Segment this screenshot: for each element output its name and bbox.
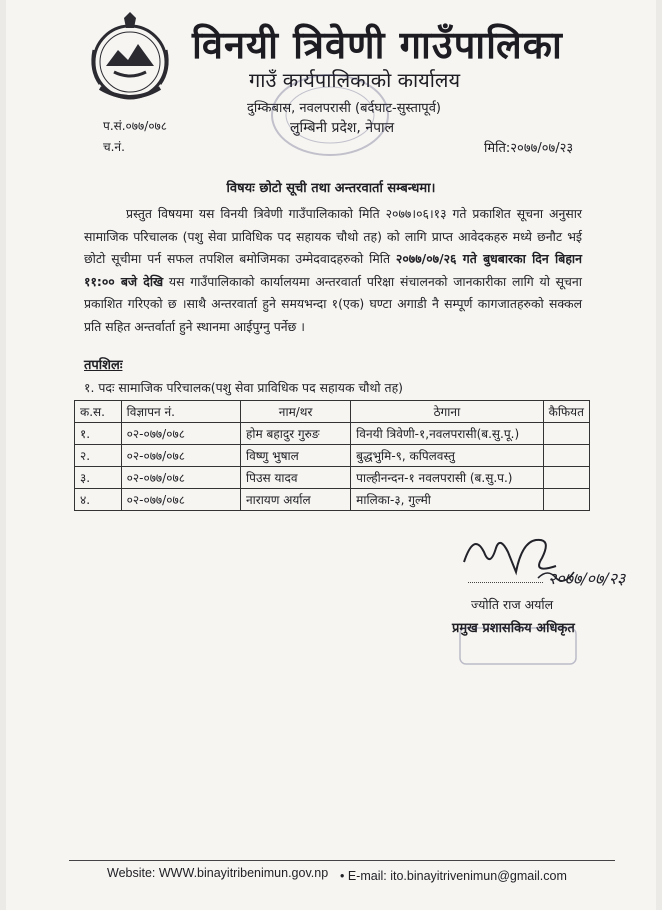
office-stamp-icon — [268, 70, 393, 160]
designation-stamp-icon — [458, 626, 578, 666]
table-row — [75, 489, 590, 511]
signer-designation: प्रमुख प्रशासकिय अधिकृत — [452, 621, 575, 636]
table-row — [75, 467, 590, 489]
signer-name: ज्योति राज अर्याल — [471, 597, 554, 612]
footer-divider — [69, 860, 615, 861]
letter-body — [84, 203, 582, 338]
cell-serial: ३. — [75, 467, 122, 489]
post-title: १. पदः सामाजिक परिचालक(पशु सेवा प्राविधिक पद सहायक चौथो तह) — [84, 380, 404, 395]
table-header-row — [75, 401, 590, 423]
shortlist-table — [74, 400, 590, 511]
office-subtitle: गाउँ कार्यपालिकाको कार्यालय — [249, 68, 461, 92]
signature-line — [468, 582, 543, 583]
cell-remarks — [543, 445, 589, 467]
col-serial: क.स. — [75, 401, 122, 423]
letter-subject: विषयः छोटो सूची तथा अन्तरवार्ता सम्बन्धमा। — [226, 181, 436, 196]
cell-serial: १. — [75, 423, 122, 445]
table-row — [75, 445, 590, 467]
letter-date: मिति:२०७७/०७/२३ — [484, 141, 574, 156]
footer-email: • E-mail: ito.binayitrivenimun@gmail.com — [340, 869, 567, 883]
cell-advert-number: ०२-०७७/०७८ — [121, 489, 240, 511]
cell-address: बुद्धभुमि-९, कपिलवस्तु — [351, 445, 543, 467]
cell-advert-number: ०२-०७७/०७८ — [121, 423, 240, 445]
body-part-1: प्रस्तुत विषयमा यस विनयी त्रिवेणी गाउँपालिकाको मिति २०७७।०६।१३ गते प्रकाशित सूचना अनुसार सामाजिक परिचालक (पशु सेवा प्राविधिक पद सहायक चौथो तह) को लागि प्राप्त आवेदकहरु मध्ये छनौट भई छोटो सूचीमा पर्न सफल तपशिल बमोजिमका उम्मेदवादहरुको मिति — [84, 206, 582, 266]
col-address: ठेगाना — [351, 401, 543, 423]
cell-name: होम बहादुर गुरुङ — [241, 423, 351, 445]
address-line-1: दुम्किबास, नवलपरासी (बर्दघाट-सुस्तापूर्व) — [247, 101, 441, 116]
letter-page — [6, 0, 656, 910]
cell-serial: ४. — [75, 489, 122, 511]
cell-remarks — [543, 423, 589, 445]
cell-address: विनयी त्रिवेणी-१,नवलपरासी(ब.सु.पू.) — [351, 423, 543, 445]
cell-remarks — [543, 467, 589, 489]
cell-remarks — [543, 489, 589, 511]
dispatch-number: च.नं. — [103, 140, 125, 154]
nepal-government-emblem-icon — [84, 10, 176, 105]
cell-name: विष्णु भुषाल — [241, 445, 351, 467]
cell-advert-number: ०२-०७७/०७८ — [121, 467, 240, 489]
handwritten-signature — [456, 522, 636, 594]
col-remarks: कैफियत — [543, 401, 589, 423]
body-part-2: यस गाउँपालिकाको कार्यालयमा अन्तरवार्ता परिक्षा संचालनको जानकारीका लागि यो सूचना प्रकाशित गरिएको छ ।साथै अन्तरवार्ता हुने समयभन्दा १(एक) घण्टा अगाडी नै सम्पूर्ण कागजातहरुको सक्कल प्रति सहित अन्तर्वार्ता हुने स्थानमा आईपुग्नु पर्नेछ । — [84, 273, 582, 334]
cell-address: पाल्हीनन्दन-१ नवलपरासी (ब.सु.प.) — [351, 467, 543, 489]
cell-name: पिउस यादव — [241, 467, 351, 489]
table-row — [75, 423, 590, 445]
col-name: नाम/थर — [241, 401, 351, 423]
cell-name: नारायण अर्याल — [241, 489, 351, 511]
cell-address: मालिका-३, गुल्मी — [351, 489, 543, 511]
col-advert-number: विज्ञापन नं. — [121, 401, 240, 423]
footer-website: Website: WWW.binayitribenimun.gov.np — [107, 866, 329, 880]
address-line-2: लुम्बिनी प्रदेश, नेपाल — [290, 120, 395, 136]
signature-date: २०७७/०७/२३ — [548, 569, 626, 588]
cell-serial: २. — [75, 445, 122, 467]
office-name: विनयी त्रिवेणी गाउँपालिका — [192, 23, 563, 67]
letter-reference-number: प.सं.०७७/०७८ — [103, 119, 168, 133]
cell-advert-number: ०२-०७७/०७८ — [121, 445, 240, 467]
details-heading: तपशिलः — [84, 358, 123, 373]
interview-datetime: २०७७/०७/२६ गते बुधबारका दिन बिहान ११:०० बजे देखि — [84, 251, 582, 289]
